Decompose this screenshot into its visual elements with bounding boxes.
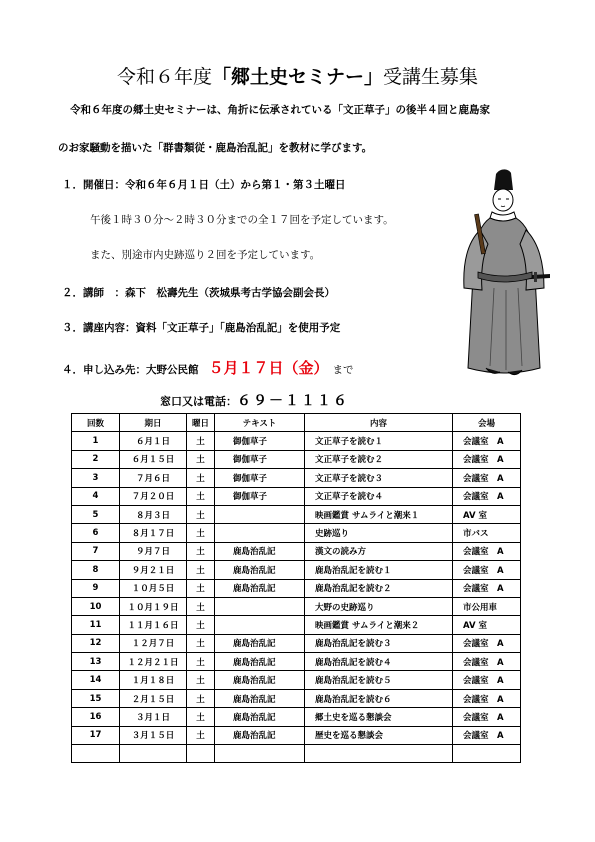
noble-figure-illustration [456, 168, 552, 388]
session-number: 17 [72, 726, 120, 744]
table-row [72, 432, 521, 450]
session-text: 鹿島治乱記 [215, 726, 305, 744]
session-venue: 市公用車 [453, 597, 521, 615]
table-row [72, 616, 521, 634]
session-text: 御伽草子 [215, 450, 305, 468]
session-weekday: 土 [187, 487, 215, 505]
session-date: １２月２１日 [120, 653, 187, 671]
session-text: 鹿島治乱記 [215, 579, 305, 597]
header-content: 内容 [305, 414, 453, 432]
table-row [72, 708, 521, 726]
table-row [72, 542, 521, 560]
session-date: ６月１日 [120, 432, 187, 450]
table-row [72, 450, 521, 468]
session-venue: 会議室 A [453, 708, 521, 726]
table-row [72, 524, 521, 542]
session-weekday: 土 [187, 689, 215, 707]
session-weekday: 土 [187, 450, 215, 468]
session-venue: 会議室 A [453, 653, 521, 671]
session-number: 5 [72, 505, 120, 523]
session-content: 漢文の読み方 [305, 542, 453, 560]
content-item: ３．講座内容：資料「文正草子」「鹿島治乱記」を使用予定 [62, 322, 341, 334]
table-row [72, 505, 521, 523]
session-weekday: 土 [187, 505, 215, 523]
session-venue: 会議室 A [453, 469, 521, 487]
session-date: ２月１５日 [120, 689, 187, 707]
intro-line-2: のお家騒動を描いた「群書類従・鹿島治乱記」を教材に学びます。 [58, 142, 373, 154]
time-note: 午後１時３０分～２時３０分までの全１７回を予定しています。 [90, 214, 394, 226]
session-venue: 会議室 A [453, 671, 521, 689]
session-number: 11 [72, 616, 120, 634]
session-content: 文正草子を読む１ [305, 432, 453, 450]
session-number: 12 [72, 634, 120, 652]
table-row [72, 726, 521, 744]
session-text: 御伽草子 [215, 469, 305, 487]
session-number: 13 [72, 653, 120, 671]
table-row [72, 561, 521, 579]
session-text: 鹿島治乱記 [215, 542, 305, 560]
session-date: ７月６日 [120, 469, 187, 487]
session-text [215, 616, 305, 634]
session-date: ３月１日 [120, 708, 187, 726]
schedule-table [71, 413, 521, 763]
session-text: 鹿島治乱記 [215, 561, 305, 579]
session-weekday: 土 [187, 653, 215, 671]
session-venue: 市バス [453, 524, 521, 542]
session-date: ８月１７日 [120, 524, 187, 542]
session-weekday [187, 745, 215, 763]
session-content: 大野の史跡巡り [305, 597, 453, 615]
title-prefix: 令和６年度 [116, 66, 212, 88]
session-weekday: 土 [187, 726, 215, 744]
session-text [215, 505, 305, 523]
session-content: 歴史を巡る懇談会 [305, 726, 453, 744]
session-venue: 会議室 A [453, 579, 521, 597]
session-content: 鹿島治乱記を読む５ [305, 671, 453, 689]
session-content [305, 745, 453, 763]
table-row [72, 689, 521, 707]
session-text: 鹿島治乱記 [215, 653, 305, 671]
session-weekday: 土 [187, 597, 215, 615]
table-row [72, 653, 521, 671]
header-date: 期日 [120, 414, 187, 432]
page-title [0, 62, 595, 89]
session-weekday: 土 [187, 561, 215, 579]
session-text [215, 745, 305, 763]
session-weekday: 土 [187, 671, 215, 689]
session-number: 14 [72, 671, 120, 689]
session-content: 文正草子を読む４ [305, 487, 453, 505]
site-tour-note: また、別途市内史跡巡り２回を予定しています。 [90, 249, 321, 261]
session-number: 9 [72, 579, 120, 597]
session-text: 鹿島治乱記 [215, 634, 305, 652]
session-venue [453, 745, 521, 763]
table-row [72, 597, 521, 615]
phone-label: 窓口又は電話： [160, 395, 237, 408]
title-suffix: 受講生募集 [383, 66, 479, 88]
apply-label: ４．申し込み先：大野公民館 [62, 364, 199, 376]
session-text: 御伽草子 [215, 432, 305, 450]
session-number: 1 [72, 432, 120, 450]
session-venue: 会議室 A [453, 634, 521, 652]
session-date: ８月３日 [120, 505, 187, 523]
session-number: 6 [72, 524, 120, 542]
session-content: 文正草子を読む２ [305, 450, 453, 468]
session-number: 8 [72, 561, 120, 579]
session-date: １月１８日 [120, 671, 187, 689]
session-number: 15 [72, 689, 120, 707]
session-weekday: 土 [187, 542, 215, 560]
session-content: 鹿島治乱記を読む２ [305, 579, 453, 597]
table-row [72, 745, 521, 763]
session-text: 御伽草子 [215, 487, 305, 505]
apply-item [62, 357, 354, 378]
session-text: 鹿島治乱記 [215, 671, 305, 689]
session-weekday: 土 [187, 708, 215, 726]
deadline-date: ５月１７日（金） [208, 359, 329, 377]
table-row [72, 487, 521, 505]
schedule-item: １．開催日：令和６年６月１日（土）から第１・第３土曜日 [62, 179, 346, 191]
table-row [72, 634, 521, 652]
session-venue: 会議室 A [453, 450, 521, 468]
table-row [72, 579, 521, 597]
session-date: ３月１５日 [120, 726, 187, 744]
lecturer-item: ２．講師 ：森下 松壽先生（茨城県考古学協会副会長） [62, 287, 335, 299]
session-content: 鹿島治乱記を読む３ [305, 634, 453, 652]
session-text [215, 524, 305, 542]
session-weekday: 土 [187, 616, 215, 634]
session-text [215, 597, 305, 615]
session-venue: 会議室 A [453, 542, 521, 560]
session-content: 鹿島治乱記を読む１ [305, 561, 453, 579]
session-weekday: 土 [187, 579, 215, 597]
session-venue: 会議室 A [453, 432, 521, 450]
table-header-row [72, 414, 521, 432]
session-date: ７月２０日 [120, 487, 187, 505]
session-date: １０月５日 [120, 579, 187, 597]
session-date: ９月２１日 [120, 561, 187, 579]
session-content: 郷土史を巡る懇談会 [305, 708, 453, 726]
session-venue: AV 室 [453, 505, 521, 523]
session-date [120, 745, 187, 763]
table-row [72, 671, 521, 689]
session-content: 鹿島治乱記を読む６ [305, 689, 453, 707]
session-content: 史跡巡り [305, 524, 453, 542]
session-date: １２月７日 [120, 634, 187, 652]
title-main: 「郷土史セミナー」 [211, 66, 383, 88]
phone-number: ６９－１１１６ [237, 393, 349, 409]
session-venue: 会議室 A [453, 689, 521, 707]
session-number: 2 [72, 450, 120, 468]
session-date: ６月１５日 [120, 450, 187, 468]
table-row [72, 469, 521, 487]
session-venue: 会議室 A [453, 561, 521, 579]
session-number: 4 [72, 487, 120, 505]
session-weekday: 土 [187, 469, 215, 487]
session-number: 3 [72, 469, 120, 487]
session-content: 文正草子を読む３ [305, 469, 453, 487]
header-venue: 会場 [453, 414, 521, 432]
session-date: １０月１９日 [120, 597, 187, 615]
session-text: 鹿島治乱記 [215, 689, 305, 707]
header-text: テキスト [215, 414, 305, 432]
header-weekday: 曜日 [187, 414, 215, 432]
session-venue: AV 室 [453, 616, 521, 634]
session-number [72, 745, 120, 763]
session-date: １１月１６日 [120, 616, 187, 634]
session-content: 映画鑑賞 サムライと潮来１ [305, 505, 453, 523]
session-text: 鹿島治乱記 [215, 708, 305, 726]
session-venue: 会議室 A [453, 487, 521, 505]
header-session: 回数 [72, 414, 120, 432]
intro-line-1: 令和６年度の郷土史セミナーは、角折に伝承されている「文正草子」の後半４回と鹿島家 [70, 104, 490, 116]
deadline-suffix: まで [332, 364, 354, 376]
session-content: 鹿島治乱記を読む４ [305, 653, 453, 671]
session-venue: 会議室 A [453, 726, 521, 744]
session-weekday: 土 [187, 524, 215, 542]
session-weekday: 土 [187, 432, 215, 450]
session-number: 16 [72, 708, 120, 726]
session-weekday: 土 [187, 634, 215, 652]
session-number: 7 [72, 542, 120, 560]
session-date: ９月７日 [120, 542, 187, 560]
session-content: 映画鑑賞 サムライと潮来２ [305, 616, 453, 634]
phone-line [160, 390, 349, 410]
session-number: 10 [72, 597, 120, 615]
